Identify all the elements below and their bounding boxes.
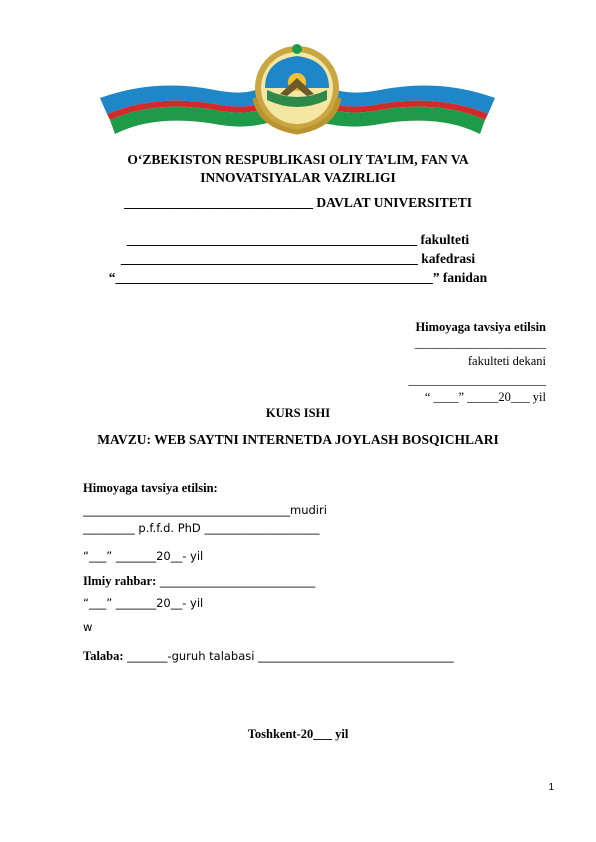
approval-right-date: “ ____” _____20___ yil <box>424 390 546 404</box>
ministry-line-2: INNOVATSIYALAR VAZIRLIGI <box>200 170 396 185</box>
student-line: _______-guruh talabasi __________________________________ <box>123 649 454 663</box>
emblem-crest <box>255 44 339 132</box>
university-line: ____________________________ DAVLAT UNIVERSITETI <box>123 195 473 210</box>
department-line: ____________________________________________ kafedrasi <box>120 251 476 266</box>
city-year-blank: ___ <box>313 727 332 741</box>
state-emblem-with-flag <box>95 38 500 138</box>
supervisor-line: ___________________________ <box>156 574 316 588</box>
supervisor-label: Ilmiy rahbar: <box>83 574 157 588</box>
work-topic: MAVZU: WEB SAYTNI INTERNETDA JOYLASH BOSQICHLARI <box>97 432 499 447</box>
student-row <box>83 647 454 665</box>
ministry-line-1: O‘ZBEKISTON RESPUBLIKASI OLIY TA’LIM, FAN VA <box>127 152 469 167</box>
dean-label: fakulteti dekani <box>467 354 546 368</box>
subject-line: “_______________________________________________” fanidan <box>108 270 488 285</box>
approval-left-title: Himoyaga tavsiya etilsin: <box>83 481 218 495</box>
approval-right-title: Himoyaga tavsiya etilsin <box>415 320 546 334</box>
page-number: 1 <box>548 782 554 793</box>
stray-letter: w <box>83 620 93 634</box>
city-year-suffix: yil <box>331 727 349 741</box>
faculty-line: ___________________________________________ fakulteti <box>126 232 470 247</box>
student-label: Talaba: <box>83 649 124 663</box>
phd-line: _________ p.f.f.d. PhD ____________________ <box>83 521 320 535</box>
head-line: ____________________________________mudiri <box>83 503 327 517</box>
city-year <box>0 727 596 742</box>
date-line-1: “___” _______20__- yil <box>83 549 204 563</box>
approval-right-line-2: ______________________ <box>408 373 546 387</box>
date-line-2: “___” _______20__- yil <box>83 596 204 610</box>
approval-right-line-1: _____________________ <box>414 336 546 350</box>
city-year-prefix: Toshkent-20 <box>247 727 314 741</box>
supervisor-row <box>83 572 315 590</box>
work-type: KURS ISHI <box>265 406 331 420</box>
